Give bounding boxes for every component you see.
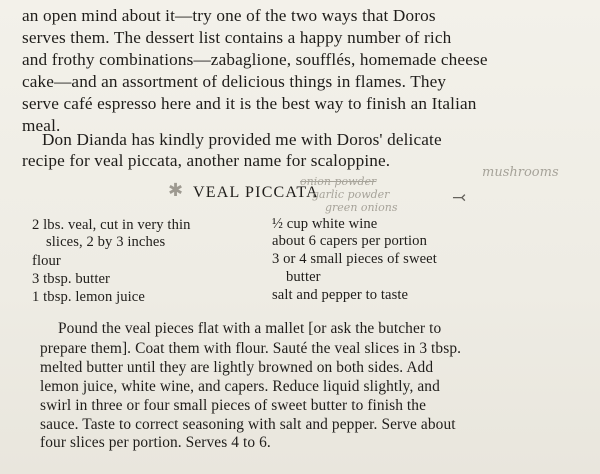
intro-line-5: serve café espresso here and it is the best way to finish an Italian [22, 94, 477, 113]
method-line-3: melted butter until they are lightly browned on both sides. Add [40, 359, 434, 376]
intro-line-4: cake—and an assortment of delicious things in flames. They [22, 72, 447, 91]
method-line-4: lemon juice, white wine, and capers. Reduce liquid slightly, and [40, 378, 440, 395]
pencil-arrow-icon: ⤙ [452, 188, 467, 208]
pencil-note-onion-text: onion powder [300, 175, 377, 188]
second-para-line-2: recipe for veal piccata, another name for scaloppine. [22, 151, 391, 170]
intro-line-2: serves them. The dessert list contains a happy number of rich [22, 28, 452, 47]
intro-line-6: meal. [22, 116, 61, 135]
intro-line-3: and frothy combinations—zabaglione, soufflés, homemade cheese [22, 50, 488, 69]
pencil-note-onion [300, 175, 376, 188]
pencil-note-garlic: garlic powder [312, 188, 390, 201]
ingredient-left-2: slices, 2 by 3 inches [46, 234, 166, 250]
ingredient-right-5: salt and pepper to taste [272, 287, 409, 303]
ingredient-left-3: flour [32, 253, 61, 269]
pencil-note-mushrooms: mushrooms [482, 165, 559, 180]
recipe-title: VEAL PICCATA [193, 184, 319, 201]
pencil-note-green-onions: green onions [325, 201, 398, 214]
method-line-2: prepare them]. Coat them with flour. Sauté the veal slices in 3 tbsp. [40, 340, 462, 357]
second-para-line-1: Don Dianda has kindly provided me with Doros' delicate [42, 130, 442, 149]
ingredient-left-5: 1 tbsp. lemon juice [32, 289, 145, 305]
ingredient-right-1: ½ cup white wine [272, 216, 378, 232]
method-line-1: Pound the veal pieces flat with a mallet [or ask the butcher to [58, 320, 442, 337]
ingredient-right-2: about 6 capers per portion [272, 233, 427, 249]
method-line-5: swirl in three or four small pieces of sweet butter to finish the [40, 397, 427, 414]
method-line-7: four slices per portion. Serves 4 to 6. [40, 434, 271, 451]
ingredient-left-4: 3 tbsp. butter [32, 271, 111, 287]
pencil-star-mark: ✱ [168, 180, 184, 201]
intro-line-1: an open mind about it—try one of the two ways that Doros [22, 6, 436, 25]
method-line-6: sauce. Taste to correct seasoning with salt and pepper. Serve about [40, 416, 456, 433]
ingredient-right-4: butter [286, 269, 321, 285]
ingredient-left-1: 2 lbs. veal, cut in very thin [32, 217, 191, 233]
ingredient-right-3: 3 or 4 small pieces of sweet [272, 251, 437, 267]
